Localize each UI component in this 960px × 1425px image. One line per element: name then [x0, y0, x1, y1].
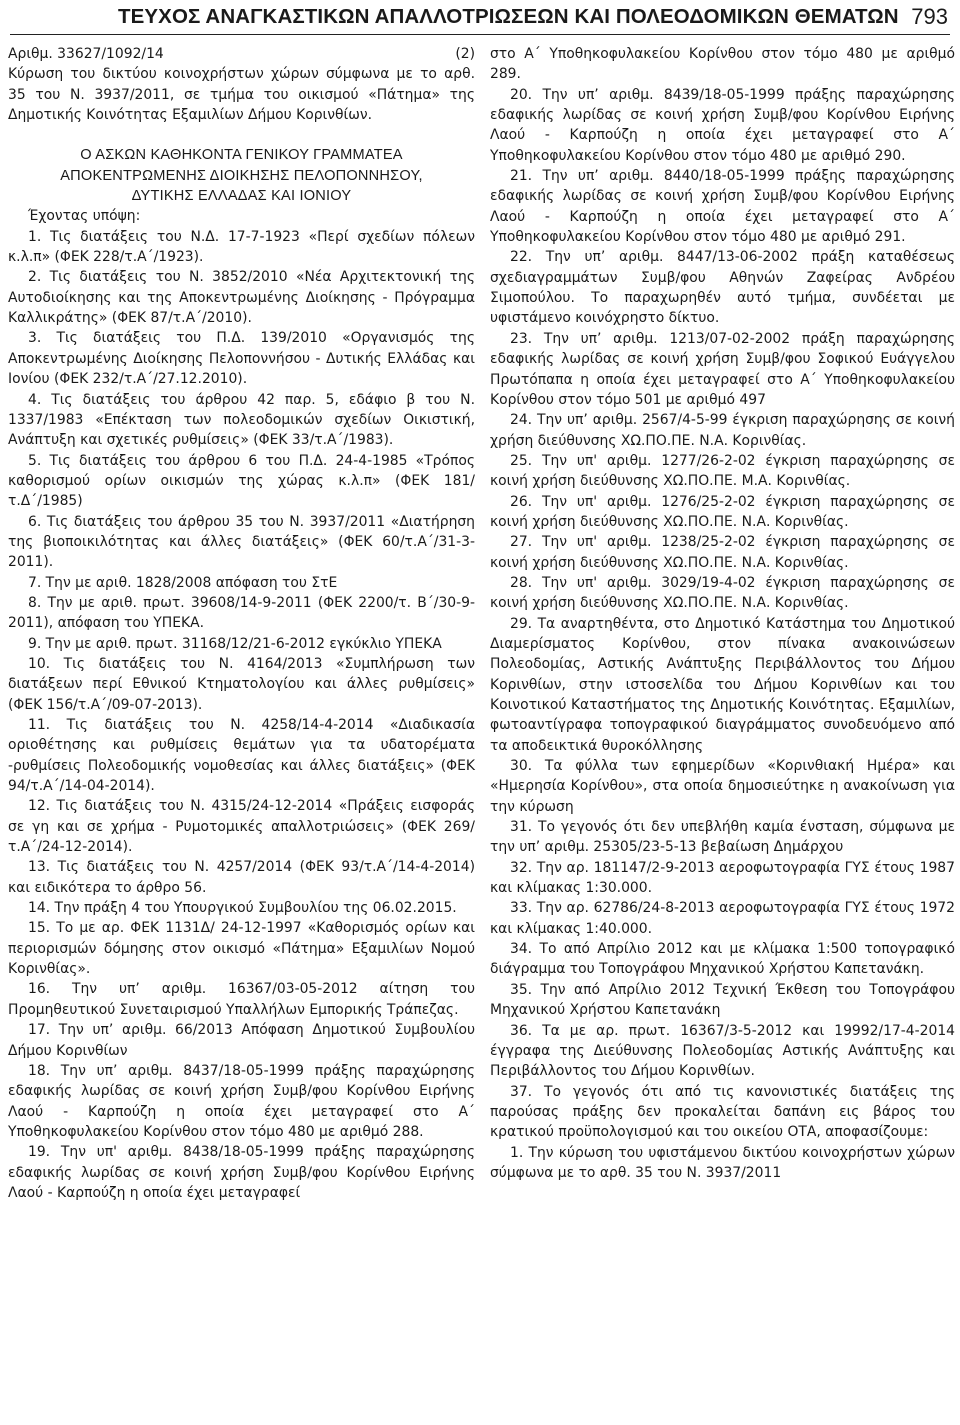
list-item: 13. Τις διατάξεις του Ν. 4257/2014 (ΦΕΚ 93/τ.Α΄/14-4-2014) και ειδικότερα το άρθρο 56. [8, 859, 475, 896]
list-item: 34. Το από Απρίλιο 2012 και με κλίμακα 1:500 τοπογραφικό διάγραμμα του Τοπογράφου Μηχανικού Χρήστου Καπετανάκη. [490, 941, 955, 978]
list-item: 36. Τα με αρ. πρωτ. 16367/3-5-2012 και 19992/17-4-2014 έγγραφα της Διεύθυνσης Πολεοδομίας Αστικής Ανάπτυξης και Περιβάλλοντος του Δήμου Κορινθίων. [490, 1022, 955, 1080]
list-item: 18. Την υπ’ αριθμ. 8437/18-05-1999 πράξης παραχώρησης εδαφικής λωρίδας σε κοινή χρήση Συμβ/φου Κορίνθου Ειρήνης Λαού - Καρπούζη η οποία έχει μεταγραφεί στο Α΄ Υποθηκοφυλακείου Κορίνθου στον τόμο 480 με αριθμό 288. [8, 1062, 475, 1140]
list-item: 23. Την υπ’ αριθμ. 1213/07-02-2002 πράξη παραχώρησης εδαφικής λωρίδας σε κοινή χρήση Συμβ/φου Σοφικού Ευάγγελου Πρωτόπαπα η οποία έχει μεταγραφεί στο Α΄ Υποθηκοφυλακείου Κορίνθου στον τόμο 501 με αριθμό 497 [490, 330, 955, 408]
list-item: 24. Την υπ’ αριθμ. 2567/4-5-99 έγκριση παραχώρησης σε κοινή χρήση διεύθυνσης ΧΩ.ΠΟ.ΠΕ. Ν.Α. Κορινθίας. [490, 412, 955, 449]
list-item: 6. Τις διατάξεις του άρθρου 35 του Ν. 3937/2011 «Διατήρηση της βιοποικιλότητας και άλλες διατάξεις» (ΦΕΚ 60/τ.Α΄/31-3-2011). [8, 513, 475, 571]
left-column [8, 44, 475, 1203]
list-item: 3. Τις διατάξεις του Π.Δ. 139/2010 «Οργανισμός της Αποκεντρωμένης Διοίκησης Πελοποννήσου - Δυτικής Ελλάδας και Ιονίου (ΦΕΚ 232/τ.Α΄/27.12.2010). [8, 330, 475, 388]
list-item: 19. Την υπ' αριθμ. 8438/18-05-1999 πράξης παραχώρησης εδαφικής λωρίδας σε κοινή χρήση Συμβ/φου Κορίνθου Ειρήνης Λαού - Καρπούζη η οποία έχει μεταγραφεί [8, 1144, 475, 1201]
right-column [490, 44, 955, 1183]
page-header [10, 0, 950, 35]
decision-subject: Κύρωση του δικτύου κοινοχρήστων χώρων σύμφωνα με το αρθ. 35 του Ν. 3937/2011, σε τμήμα του οικισμού «Πάτημα» της Δημοτικής Κοινότητας Εξαμιλίων Δήμου Κορινθίων. [8, 66, 475, 124]
list-item: 1. Τις διατάξεις του Ν.Δ. 17-7-1923 «Περί σχεδίων πόλεων κ.λ.π» (ΦΕΚ 228/τ.Α΄/1923). [8, 228, 475, 266]
list-item: 7. Την με αριθ. 1828/2008 απόφαση του ΣτΕ [28, 574, 338, 591]
list-item: 10. Τις διατάξεις του Ν. 4164/2013 «Συμπλήρωση των διατάξεων περί Εθνικού Κτηματολογίου και άλλες ρυθμίσεις» (ΦΕΚ 156/τ.Α΄/09-07-2013). [8, 655, 475, 713]
authority-heading-line-3: ΔΥΤΙΚΗΣ ΕΛΛΑΔΑΣ ΚΑΙ ΙΟΝΙΟΥ [131, 188, 352, 205]
list-item: 25. Την υπ' αριθμ. 1277/26-2-02 έγκριση παραχώρησης σε κοινή χρήση διεύθυνσης ΧΩ.ΠΟ.ΠΕ. Μ.Α. Κορινθίας. [490, 452, 955, 490]
list-item: 2. Τις διατάξεις του Ν. 3852/2010 «Νέα Αρχιτεκτονική της Αυτοδιοίκησης και της Αποκεντρωμένης Διοίκησης - Πρόγραμμα Καλλικράτης» (ΦΕΚ 87/τ.Α΄/2010). [8, 269, 475, 327]
authority-heading-line-1: Ο ΑΣΚΩΝ ΚΑΘΗΚΟΝΤΑ ΓΕΝΙΚΟΥ ΓΡΑΜΜΑΤΕΑ [80, 147, 403, 164]
list-item: 20. Την υπ’ αριθμ. 8439/18-05-1999 πράξης παραχώρησης εδαφικής λωρίδας σε κοινή χρήση Συμβ/φου Κορίνθου Ειρήνης Λαού - Καρπούζη η οποία έχει μεταγραφεί στο Α΄ Υποθηκοφυλακείου Κορίνθου στον τόμο 480 με αριθμό 290. [490, 86, 955, 164]
list-item: 16. Την υπ’ αριθμ. 16367/03-05-2012 αίτηση του Προμηθευτικού Συνεταιρισμού Υπαλλήλων Εμπορικής Τράπεζας. [8, 981, 475, 1018]
list-item: 22. Την υπ’ αριθμ. 8447/13-06-2002 πράξη καταθέσεως σχεδιαγραμμάτων Συμβ/φου Αθηνών Ζαφείρας Ανδρέου Σιμοπούλου. Το παραχωρηθέν αυτό τμήμα, συνδέεται με υφιστάμενο κοινόχρηστο δίκτυο. [490, 249, 955, 327]
list-item: 29. Τα αναρτηθέντα, στο Δημοτικό Κατάστημα του Δημοτικού Διαμερίσματος Κορίνθου, στον πίνακα ανακοινώσεων Πολεοδομίας, Αστικής Ανάπτυξης Περιβάλλοντος του Δήμου Κορινθίων, στην ιστοσελίδα του Δήμου Κορινθίων και του Κοινοτικού Καταστήματος της Δημοτικής Κοινότητας. Εξαμιλίων, φωτοαντίγραφα τοπογραφικού διαγράμματος συνοδευόμενο από τα αποδεικτικά θυροκόλλησης [490, 615, 955, 754]
continued-text: στο Α΄ Υποθηκοφυλακείου Κορίνθου στον τόμο 480 με αριθμό 289. [490, 46, 955, 83]
list-item: 37. Το γεγονός ότι από τις κανονιστικές διατάξεις της παρούσας πράξης δεν προκαλείται δαπάνη εις βάρος του κρατικού προϋπολογισμού και του οικείου ΟΤΑ, αποφασίζουμε: [490, 1083, 955, 1141]
list-item: 11. Τις διατάξεις του Ν. 4258/14-4-2014 «Διαδικασία οριοθέτησης και ρυθμίσεις θεμάτων για τα υδατορέματα -ρυθμίσεις Πολεοδομικής νομοθεσίας και άλλες διατάξεις» (ΦΕΚ 94/τ.Α΄/14-04-2014). [8, 717, 475, 795]
list-item: 30. Τα φύλλα των εφημερίδων «Κορινθιακή Ημέρα» και «Ημερησία Κορίνθου», στα οποία δημοσιεύτηκε η ανακοίνωση για την κύρωση [490, 758, 955, 815]
list-item: 21. Την υπ’ αριθμ. 8440/18-05-1999 πράξης παραχώρησης εδαφικής λωρίδας σε κοινή χρήση Συμβ/φου Κορίνθου Ειρήνης Λαού - Καρπούζη η οποία έχει μεταγραφεί στο Α΄ Υποθηκοφυλακείου Κορίνθου στον τόμο 480 με αριθμό 291. [490, 168, 955, 246]
list-item: 5. Τις διατάξεις του άρθρου 6 του Π.Δ. 24-4-1985 «Τρόπος καθορισμού ορίων οικισμών της χώρας κ.λ.π» (ΦΕΚ 181/τ.Δ΄/1985) [8, 452, 475, 510]
list-item: 1. Την κύρωση του υφιστάμενου δικτύου κοινοχρήστων χώρων σύμφωνα με το αρθ. 35 του Ν. 3937/2011 [490, 1144, 955, 1181]
decision-number: Αριθμ. 33627/1092/14 [8, 46, 164, 62]
authority-heading-line-2: ΑΠΟΚΕΝΤΡΩΜΕΝΗΣ ΔΙΟΙΚΗΣΗΣ ΠΕΛΟΠΟΝΝΗΣΟΥ, [60, 167, 423, 184]
having-regard-label: Έχοντας υπόψη: [28, 208, 141, 225]
list-item: 17. Την υπ’ αριθμ. 66/2013 Απόφαση Δημοτικού Συμβουλίου Δήμου Κορινθίων [8, 1022, 475, 1059]
decision-ref [8, 44, 475, 64]
list-item: 35. Την από Απρίλιο 2012 Τεχνική Έκθεση του Τοπογράφου Μηχανικού Χρήστου Καπετανάκη [490, 981, 955, 1019]
list-item: 15. Το με αρ. ΦΕΚ 1131Δ/ 24-12-1997 «Καθορισμός ορίων και περιορισμών δόμησης στον οικισμό «Πάτημα» Εξαμιλίων Νομού Κορινθίας». [8, 920, 475, 978]
journal-title: ΤΕΥΧΟΣ ΑΝΑΓΚΑΣΤΙΚΩΝ ΑΠΑΛΛΟΤΡΙΩΣΕΩΝ ΚΑΙ ΠΟΛΕΟΔΟΜΙΚΩΝ ΘΕΜΑΤΩΝ [118, 5, 899, 28]
list-item: 12. Τις διατάξεις του Ν. 4315/24-12-2014 «Πράξεις εισφοράς σε γη και σε χρήμα - Ρυμοτομικές απαλλοτριώσεις» (ΦΕΚ 269/τ.Α΄/24-12-2014). [8, 798, 475, 856]
list-item: 32. Την αρ. 181147/2-9-2013 αεροφωτογραφία ΓΥΣ έτους 1987 και κλίμακας 1:30.000. [490, 859, 955, 897]
list-item: 9. Την με αριθ. πρωτ. 31168/12/21-6-2012 εγκύκλιο ΥΠΕΚΑ [28, 635, 442, 652]
list-item: 8. Την με αριθ. πρωτ. 39608/14-9-2011 (ΦΕΚ 2200/τ. Β΄/30-9-2011), απόφαση του ΥΠΕΚΑ. [8, 594, 475, 632]
list-item: 26. Την υπ' αριθμ. 1276/25-2-02 έγκριση παραχώρησης σε κοινή χρήση διεύθυνσης ΧΩ.ΠΟ.ΠΕ. Ν.Α. Κορινθίας. [490, 493, 955, 530]
list-item: 33. Την αρ. 62786/24-8-2013 αεροφωτογραφία ΓΥΣ έτους 1972 και κλίμακας 1:40.000. [490, 900, 955, 937]
list-item: 31. Το γεγονός ότι δεν υπεβλήθη καμία ένσταση, σύμφωνα με την υπ’ αριθμ. 25305/23-5-13 βεβαίωση Δημάρχου [490, 819, 955, 856]
list-item: 28. Την υπ' αριθμ. 3029/19-4-02 έγκριση παραχώρησης σε κοινή χρήση διεύθυνσης ΧΩ.ΠΟ.ΠΕ. Ν.Α. Κορινθίας. [490, 574, 955, 612]
list-item: 14. Την πράξη 4 του Υπουργικού Συμβουλίου της 06.02.2015. [28, 900, 457, 917]
decision-index: (2) [455, 46, 475, 62]
page-number: 793 [911, 4, 948, 29]
list-item: 4. Τις διατάξεις του άρθρου 42 παρ. 5, εδάφιο β του Ν. 1337/1983 «Επέκταση των πολεοδομικών σχεδίων Οικιστική, Ανάπτυξη και σχετικές ρυθμίσεις» (ΦΕΚ 33/τ.Α΄/1983). [8, 391, 475, 449]
list-item: 27. Την υπ' αριθμ. 1238/25-2-02 έγκριση παραχώρησης σε κοινή χρήση διεύθυνσης ΧΩ.ΠΟ.ΠΕ. Ν.Α. Κορινθίας. [490, 534, 955, 571]
